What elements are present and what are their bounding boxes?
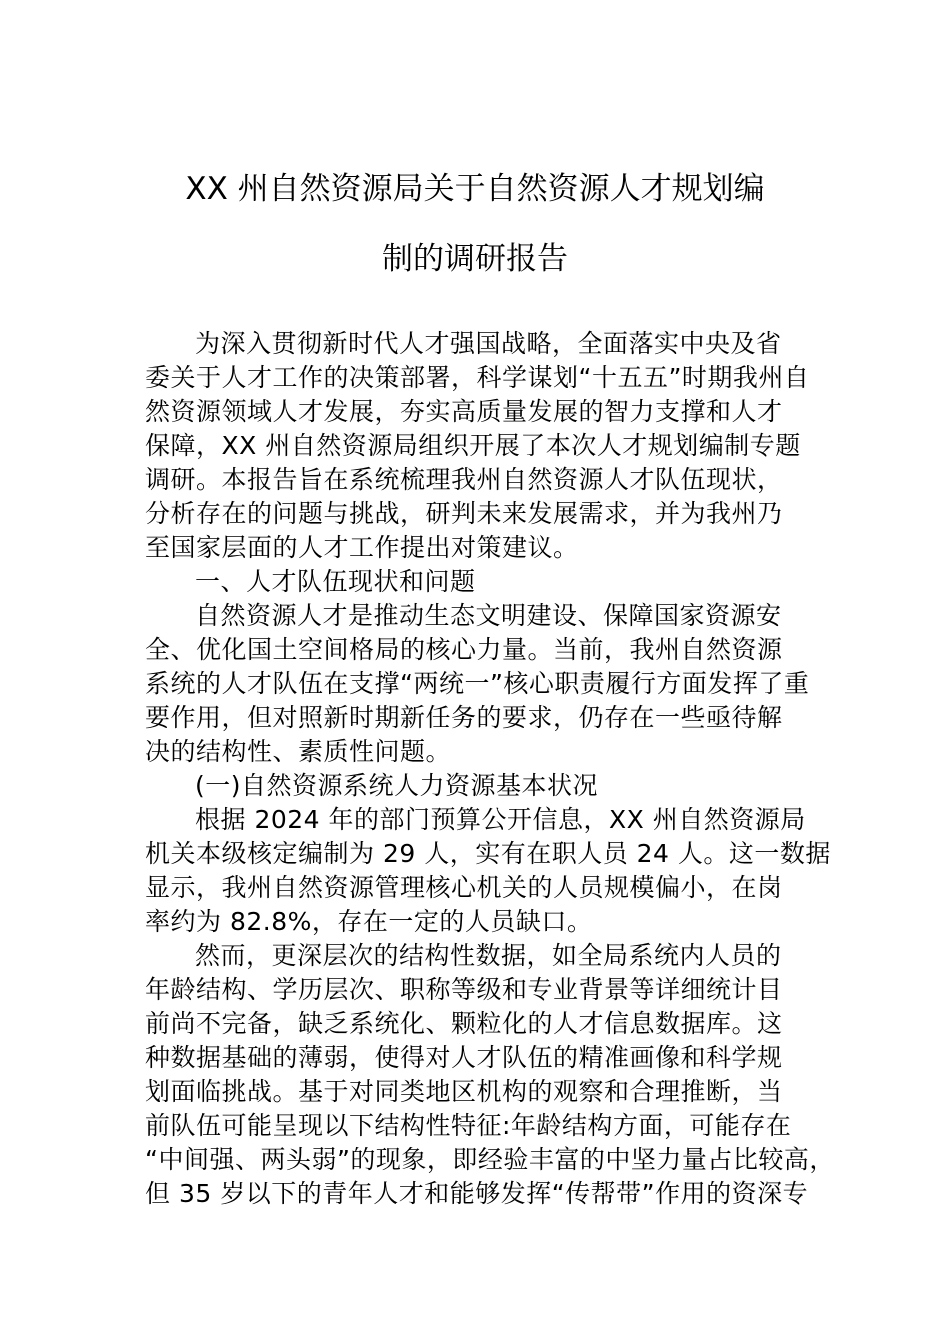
body-text-line: 前队伍可能呈现以下结构性特征:年龄结构方面，可能存在 (145, 1111, 792, 1140)
body-text-line: 显示，我州自然资源管理核心机关的人员规模偏小，在岗 (145, 873, 783, 902)
body-text-line: 种数据基础的薄弱，使得对人才队伍的精准画像和科学规 (145, 1043, 783, 1072)
body-text-line: 决的结构性、素质性问题。 (145, 737, 452, 766)
body-text-line: 然资源领域人才发展，夯实高质量发展的智力支撑和人才 (145, 397, 783, 426)
body-text-line: 率约为 82.8%，存在一定的人员缺口。 (145, 907, 593, 936)
document-title-line-1: XX 州自然资源局关于自然资源人才规划编 (185, 171, 765, 207)
body-text-line: 前尚不完备，缺乏系统化、颗粒化的人才信息数据库。这 (145, 1009, 783, 1038)
body-text-line: 然而，更深层次的结构性数据，如全局系统内人员的 (195, 941, 782, 970)
body-text-line: 自然资源人才是推动生态文明建设、保障国家资源安 (195, 601, 782, 630)
document-title-line-2: 制的调研报告 (382, 241, 568, 277)
body-text-line: 一、人才队伍现状和问题 (195, 567, 476, 596)
body-text-line: 年龄结构、学历层次、职称等级和专业背景等详细统计目 (145, 975, 783, 1004)
body-text-line: “中间强、两头弱”的现象，即经验丰富的中坚力量占比较高， (145, 1145, 835, 1174)
body-text-line: 系统的人才队伍在支撑“两统一”核心职责履行方面发挥了重 (145, 669, 810, 698)
body-text-line: 为深入贯彻新时代人才强国战略，全面落实中央及省 (195, 329, 782, 358)
body-text-line: 至国家层面的人才工作提出对策建议。 (145, 533, 579, 562)
body-text-line: 全、优化国土空间格局的核心力量。当前，我州自然资源 (145, 635, 783, 664)
body-text-line: 划面临挑战。基于对同类地区机构的观察和合理推断，当 (145, 1077, 783, 1106)
body-text-line: (一)自然资源系统人力资源基本状况 (195, 771, 599, 800)
document-body (145, 327, 835, 1211)
body-text-line: 调研。本报告旨在系统梳理我州自然资源人才队伍现状， (145, 465, 783, 494)
body-text-line: 委关于人才工作的决策部署，科学谋划“十五五”时期我州自 (145, 363, 810, 392)
body-text-line: 要作用，但对照新时期新任务的要求，仍存在一些亟待解 (145, 703, 783, 732)
body-text-line: 分析存在的问题与挑战，研判未来发展需求，并为我州乃 (145, 499, 783, 528)
body-text-line: 但 35 岁以下的青年人才和能够发挥“传帮带”作用的资深专 (145, 1179, 809, 1208)
body-text-line: 机关本级核定编制为 29 人，实有在职人员 24 人。这一数据 (145, 839, 831, 868)
body-text-line: 根据 2024 年的部门预算公开信息，XX 州自然资源局 (195, 805, 806, 834)
body-text-line: 保障，XX 州自然资源局组织开展了本次人才规划编制专题 (145, 431, 801, 460)
